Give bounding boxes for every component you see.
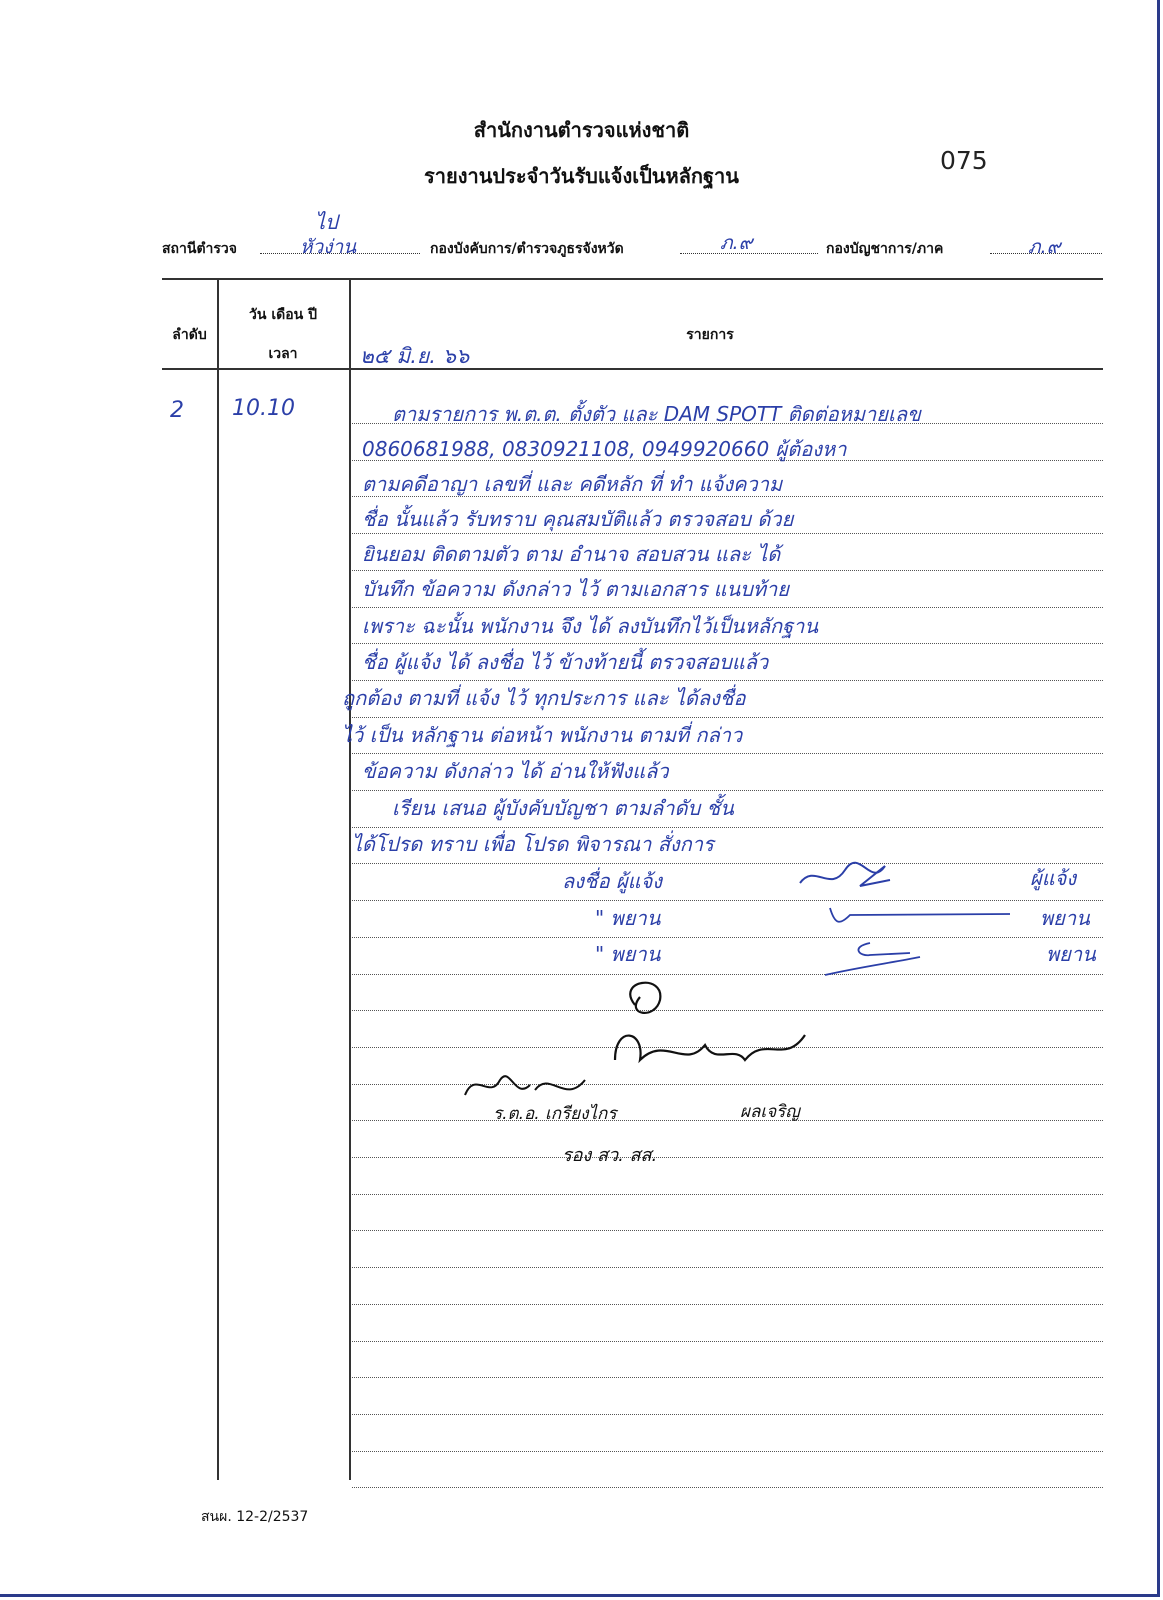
ruled-line	[352, 1304, 1103, 1305]
ruled-line	[352, 863, 1103, 864]
sign-line-right: ผู้แจ้ง	[1030, 866, 1077, 890]
table-header-rule	[162, 368, 1103, 370]
org-title: สำนักงานตำรวจแห่งชาติ	[473, 118, 690, 142]
entry-line: 0860681988, 0830921108, 0949920660 ผู้ต้องหา	[362, 437, 847, 461]
sign-line-left: " พยาน	[595, 906, 661, 930]
station-value: หัวง่าน	[300, 236, 357, 258]
ruled-line	[352, 1377, 1103, 1378]
division-label: กองบังคับการ/ตำรวจภูธรจังหวัด	[430, 241, 624, 257]
col-header-seq: ลำดับ	[172, 327, 207, 343]
station-note: ไป	[315, 210, 338, 234]
ruled-line	[352, 1267, 1103, 1268]
entry-line: ยินยอม ติดตามตัว ตาม อำนาจ สอบสวน และ ได้	[362, 542, 781, 566]
page-number: 075	[940, 146, 988, 175]
ruled-line	[352, 1194, 1103, 1195]
entry-line: ชื่อ นั้นแล้ว รับทราบ คุณสมบัติแล้ว ตรวจสอบ ด้วย	[362, 507, 794, 531]
ruled-line	[352, 643, 1103, 644]
header-fields	[0, 238, 1163, 268]
station-label: สถานีตำรวจ	[162, 241, 237, 257]
ruled-line	[352, 1341, 1103, 1342]
sign-line-right: พยาน	[1040, 906, 1090, 930]
entry-time: 10.10	[232, 396, 295, 421]
col-divider-1	[217, 278, 219, 1480]
entry-line: เรียน เสนอ ผู้บังคับบัญชา ตามลำดับ ชั้น	[392, 796, 734, 820]
col-header-datetime-1: วัน เดือน ปี	[249, 307, 317, 323]
sign-line-left: ลงชื่อ ผู้แจ้ง	[562, 869, 663, 893]
entry-line: ถูกต้อง ตามที่ แจ้ง ไว้ ทุกประการ และ ได้ลงชื่อ	[342, 686, 746, 710]
col-divider-2	[349, 278, 351, 1480]
bureau-label: กองบัญชาการ/ภาค	[826, 241, 944, 257]
entry-seq: 2	[170, 398, 184, 423]
division-value: ภ.๙	[720, 232, 753, 254]
entry-line: ไว้ เป็น หลักฐาน ต่อหน้า พนักงาน ตามที่ กล่าว	[342, 723, 743, 747]
ruled-line	[352, 1451, 1103, 1452]
table-top-rule	[162, 278, 1103, 280]
entry-date: ๒๕ มิ.ย. ๖๖	[360, 344, 470, 368]
entry-line: เพราะ ฉะนั้น พนักงาน จึง ได้ ลงบันทึกไว้เป็นหลักฐาน	[362, 614, 819, 638]
officer-surname: ผลเจริญ	[740, 1102, 800, 1122]
form-title: รายงานประจำวันรับแจ้งเป็นหลักฐาน	[424, 164, 739, 188]
officer-position: รอง สว. สส.	[562, 1145, 658, 1166]
ruled-line	[352, 680, 1103, 681]
col-header-datetime-2: เวลา	[268, 346, 298, 362]
entry-line: ข้อความ ดังกล่าว ได้ อ่านให้ฟังแล้ว	[362, 759, 669, 783]
entry-line: ได้โปรด ทราบ เพื่อ โปรด พิจารณา สั่งการ	[352, 832, 714, 856]
entry-line: ชื่อ ผู้แจ้ง ได้ ลงชื่อ ไว้ ข้างท้ายนี้ ตรวจสอบแล้ว	[362, 650, 769, 674]
ruled-line	[352, 937, 1103, 938]
sign-line-left: " พยาน	[595, 942, 661, 966]
signature-witness-2	[810, 935, 930, 985]
col-header-items: รายการ	[686, 327, 734, 343]
ruled-line	[352, 1230, 1103, 1231]
entry-line: ตามรายการ พ.ต.ต. ตั้งตัว และ DAM SPOTT ติดต่อหมายเลข	[392, 402, 921, 426]
bureau-value: ภ.๙	[1028, 236, 1061, 258]
ruled-line	[352, 1414, 1103, 1415]
ruled-line	[352, 1487, 1103, 1488]
entry-line: ตามคดีอาญา เลขที่ และ คดีหลัก ที่ ทำ แจ้งความ	[362, 472, 783, 496]
ruled-line	[352, 607, 1103, 608]
ruled-line	[352, 717, 1103, 718]
signature-officer	[595, 975, 825, 1075]
ruled-line	[352, 1120, 1103, 1121]
entry-line: บันทึก ข้อความ ดังกล่าว ไว้ ตามเอกสาร แนบท้าย	[362, 577, 789, 601]
ruled-line	[352, 790, 1103, 791]
ruled-line	[352, 1157, 1103, 1158]
signature-witness-1	[820, 900, 1020, 930]
form-code: สนผ. 12-2/2537	[201, 1509, 309, 1525]
sign-line-right: พยาน	[1046, 942, 1096, 966]
signature-informant	[790, 858, 910, 898]
officer-rank-name: ร.ต.อ. เกรียงไกร	[493, 1104, 617, 1124]
